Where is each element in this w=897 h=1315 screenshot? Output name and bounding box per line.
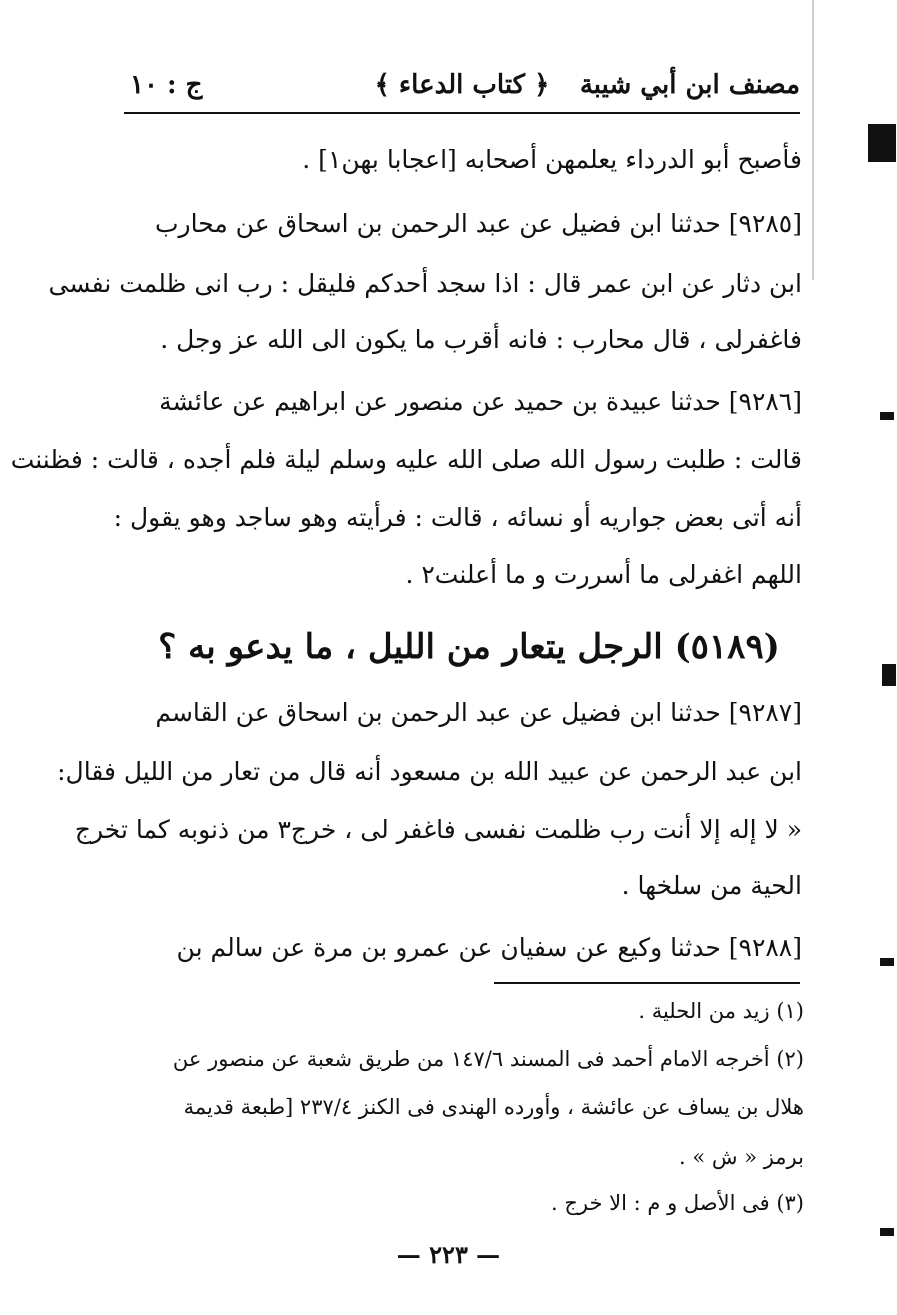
- text-line: ابن عبد الرحمن عن عبيد الله بن مسعود أنه قال من تعار من الليل فقال:: [57, 757, 802, 786]
- text-line: قالت : طلبت رسول الله صلى الله عليه وسلم ليلة فلم أجده ، قالت : فظننت: [10, 445, 802, 474]
- text-line: ابن دثار عن ابن عمر قال : اذا سجد أحدكم فليقل : رب انى ظلمت نفسى: [48, 269, 802, 298]
- text-line: أنه أتى بعض جواريه أو نسائه ، قالت : فرأيته وهو ساجد وهو يقول :: [113, 503, 802, 532]
- page-number: — ٢٢٣ —: [396, 1240, 501, 1269]
- text-line: اللهم اغفرلى ما أسررت و ما أعلنت٢ .: [405, 560, 802, 589]
- text-line: [٩٢٨٥] حدثنا ابن فضيل عن عبد الرحمن بن اسحاق عن محارب: [154, 209, 802, 238]
- scan-edge-mark: [882, 664, 896, 686]
- footnote: (٢) أخرجه الامام أحمد فى المسند ١٤٧/٦ من طريق شعبة عن منصور عن: [172, 1047, 804, 1071]
- footnote: (٣) فى الأصل و م : الا خرج .: [551, 1191, 804, 1215]
- page-header: [124, 62, 800, 108]
- footnote: (١) زيد من الحلية .: [638, 999, 804, 1023]
- scan-edge-mark: [880, 1228, 894, 1236]
- text-line: [٩٢٨٦] حدثنا عبيدة بن حميد عن منصور عن ابراهيم عن عائشة: [159, 387, 802, 416]
- text-line: فاغفرلى ، قال محارب : فانه أقرب ما يكون الى الله عز وجل .: [160, 325, 802, 354]
- scan-edge-mark: [868, 124, 896, 162]
- footnote: برمز « ش » .: [679, 1145, 804, 1169]
- scan-edge-mark: [880, 412, 894, 420]
- footnote-rule: [494, 982, 800, 984]
- header-volume: ج : ١٠: [130, 70, 203, 100]
- text-line: « لا إله إلا أنت رب ظلمت نفسى فاغفر لى ، خرج٣ من ذنوبه كما تخرج: [74, 815, 802, 844]
- text-line: فأصبح أبو الدرداء يعلمهن أصحابه [اعجابا بهن١] .: [302, 145, 802, 174]
- header-book-title: مصنف ابن أبي شيبة: [579, 70, 800, 100]
- text-line: [٩٢٨٨] حدثنا وكيع عن سفيان عن عمرو بن مرة عن سالم بن: [176, 933, 802, 962]
- text-line: [٩٢٨٧] حدثنا ابن فضيل عن عبد الرحمن بن اسحاق عن القاسم: [155, 698, 802, 727]
- header-chapter-title: ﴿ كتاب الدعاء ﴾: [374, 70, 550, 100]
- scan-edge-mark: [880, 958, 894, 966]
- header-rule: [124, 112, 800, 114]
- section-heading: (٥١٨٩) الرجل يتعار من الليل ، ما يدعو به ؟: [158, 627, 780, 667]
- text-line: الحية من سلخها .: [621, 871, 802, 900]
- footnote: هلال بن يساف عن عائشة ، وأورده الهندى فى الكنز ٢٣٧/٤ [طبعة قديمة: [183, 1095, 804, 1119]
- scan-edge-line: [812, 0, 814, 280]
